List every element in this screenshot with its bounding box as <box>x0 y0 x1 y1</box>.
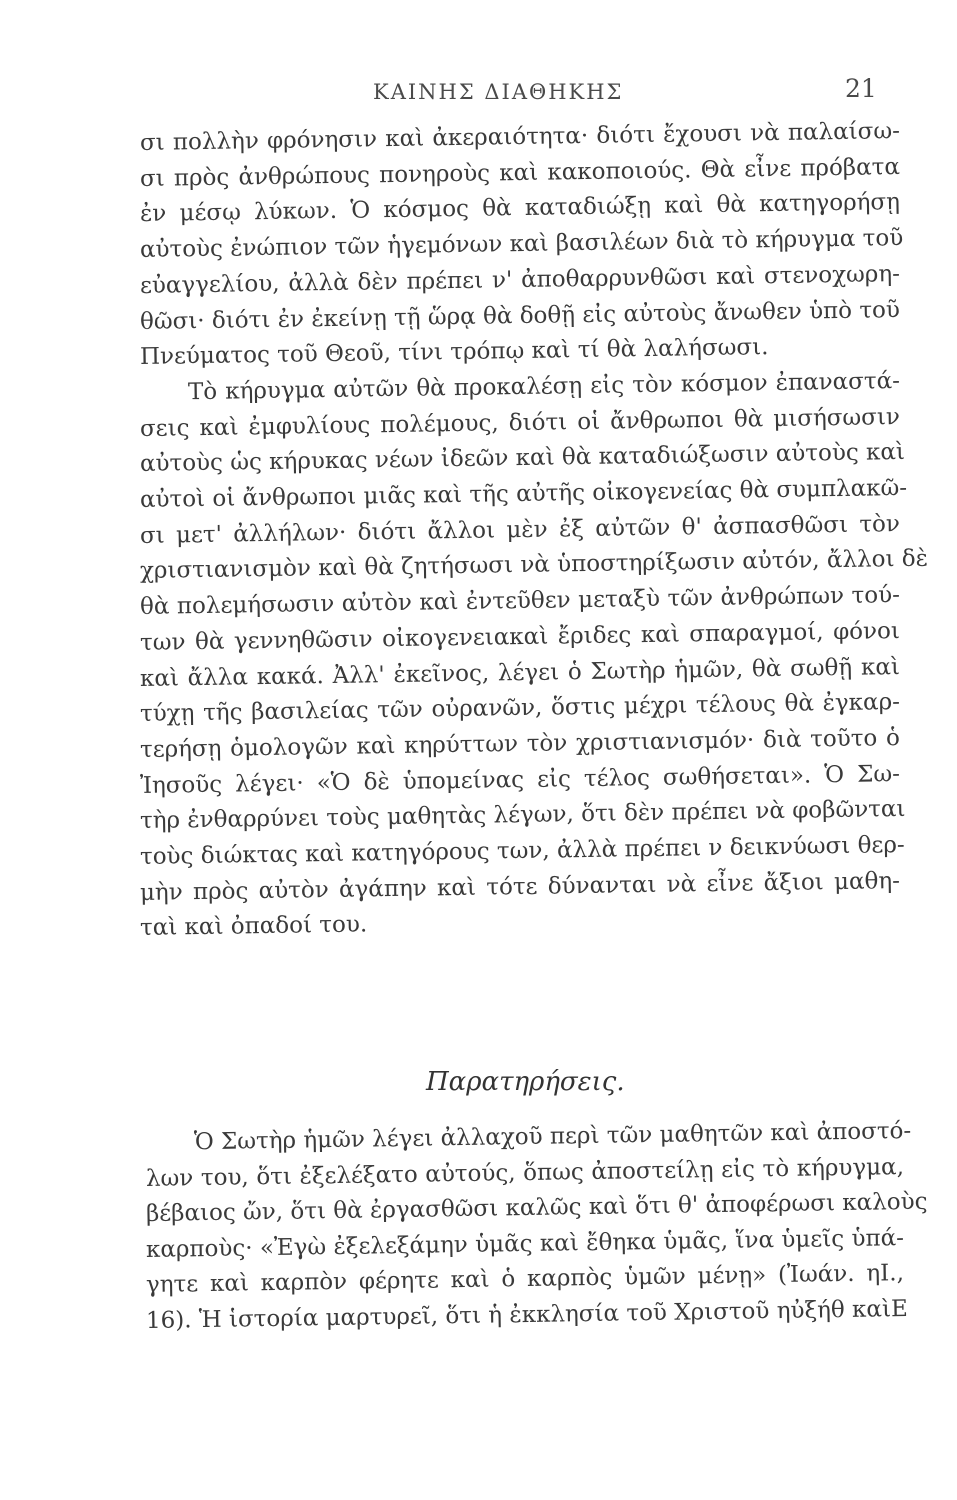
text-line: αὐτοὺς ἐνώπιον τῶν ἡγεμόνων καὶ βασιλέων διὰ τὸ κήρυγμα τοῦ <box>139 225 904 264</box>
text-line: ταὶ καὶ ὀπαδοί του. <box>139 911 368 942</box>
text-line: αὐτοὺς ὡς κήρυκας νέων ἰδεῶν καὶ θὰ καταδιώξωσιν αὐτοὺς καὶ <box>139 439 906 478</box>
text-line: αὐτοὶ οἱ ἄνθρωποι μιᾶς καὶ τῆς αὐτῆς οἰκογενείας θὰ συμπλακῶ- <box>139 474 908 514</box>
text-line: βέβαιος ὤν, ὅτι θὰ ἐργασθῶσι καλῶς καὶ ὅτι θ' ἀποφέρωσι καλοὺς <box>145 1188 928 1227</box>
text-line: ἐν μέσῳ λύκων. Ὁ κόσμος θὰ καταδιώξῃ καὶ θὰ κατηγορήσῃ <box>139 189 901 228</box>
text-line: καὶ ἄλλα κακά. Ἀλλ' ἐκεῖνος, λέγει ὁ Σωτὴρ ἡμῶν, θὰ σωθῇ καὶ <box>139 653 901 692</box>
text-line: Πνεύματος τοῦ Θεοῦ, τίνι τρόπῳ καὶ τί θὰ λαλήσωσι. <box>139 334 769 371</box>
text-line: σι μετ' ἀλλήλων· διότι ἄλλοι μὲν ἐξ αὐτῶν θ' ἀσπασθῶσι τὸν <box>139 510 901 549</box>
text-line: τοὺς διώκτας καὶ κατηγόρους των, ἀλλὰ πρέπει ν δεικνύωσι θερ- <box>139 832 905 871</box>
text-line: Ἰησοῦς λέγει· «Ὁ δὲ ὑπομείνας εἰς τέλος σωθήσεται». Ὁ Σω- <box>139 760 901 799</box>
text-line: γητε καὶ καρπὸν φέρητε καὶ ὁ καρπὸς ὑμῶν μένῃ» (Ἰωάν. ηΙ., <box>145 1260 905 1298</box>
text-line: λων του, ὅτι ἐξελέξατο αὐτούς, ὅπως ἀποστείλῃ εἰς τὸ κήρυγμα, <box>145 1153 905 1192</box>
text-line: σεις καὶ ἐμφυλίους πολέμους, διότι οἱ ἄνθρωποι θὰ μισήσωσιν <box>139 403 901 442</box>
text-line: Ὁ Σωτὴρ ἡμῶν λέγει ἀλλαχοῦ περὶ τῶν μαθητῶν καὶ ἀποστό- <box>193 1117 912 1156</box>
text-line: καρποὺς· «Ἐγὼ ἐξελεξάμην ὑμᾶς καὶ ἔθηκα ὑμᾶς, ἵνα ὑμεῖς ὑπά- <box>145 1224 905 1263</box>
text-line: τερήσῃ ὁμολογῶν καὶ κηρύττων τὸν χριστιανισμόν· διὰ τοῦτο ὁ <box>139 725 901 763</box>
text-line: τὴρ ἐνθαρρύνει τοὺς μαθητὰς λέγων, ὅτι δὲν πρέπει νὰ φοβῶνται <box>139 796 906 835</box>
text-line: μὴν πρὸς αὐτὸν ἀγάπην καὶ τότε δύνανται νὰ εἶνε ἄξιοι μαθη- <box>139 867 901 906</box>
text-line: σι πρὸς ἀνθρώπους πονηροὺς καὶ κακοποιούς. Θὰ εἶνε πρόβατα <box>139 153 901 192</box>
main-text <box>139 118 929 947</box>
text-line: χριστιανισμὸν καὶ θὰ ζητήσωσι νὰ ὑποστηρίξωσιν αὐτόν, ἄλλοι δὲ <box>139 546 929 585</box>
page-number: 21 <box>845 74 877 103</box>
running-title: ΚΑΙΝΗΣ ΔΙΑΘΗΚΗΣ <box>373 80 624 104</box>
text-line: θῶσι· διότι ἐν ἐκείνῃ τῇ ὥρᾳ θὰ δοθῇ εἰς αὐτοὺς ἄνωθεν ὑπὸ τοῦ <box>139 296 901 335</box>
section-heading: Παρατηρήσεις. <box>426 1067 625 1097</box>
text-line: των θὰ γεννηθῶσιν οἰκογενειακαὶ ἔριδες καὶ σπαραγμοί, φόνοι <box>139 617 901 656</box>
text-line: θὰ πολεμήσωσιν αὐτὸν καὶ ἐντεῦθεν μεταξὺ τῶν ἀνθρώπων τού- <box>139 582 901 621</box>
notes-text <box>145 1117 928 1339</box>
text-line: εὐαγγελίου, ἀλλὰ δὲν πρέπει ν' ἀποθαρρυνθῶσι καὶ στενοχωρη- <box>139 260 901 299</box>
text-line: σι πολλὴν φρόνησιν καὶ ἀκεραιότητα· διότι ἔχουσι νὰ παλαίσω- <box>139 118 901 156</box>
text-line: τύχῃ τῆς βασιλείας τῶν οὐρανῶν, ὅστις μέχρι τέλους θὰ ἐγκαρ- <box>139 689 901 728</box>
text-line: Τὸ κήρυγμα αὐτῶν θὰ προκαλέσῃ εἰς τὸν κόσμον ἐπαναστά- <box>187 367 901 406</box>
text-line: 16). Ἡ ἱστορία μαρτυρεῖ, ὅτι ἡ ἐκκλησία τοῦ Χριστοῦ ηὐξήθ καὶΕ <box>145 1295 908 1334</box>
